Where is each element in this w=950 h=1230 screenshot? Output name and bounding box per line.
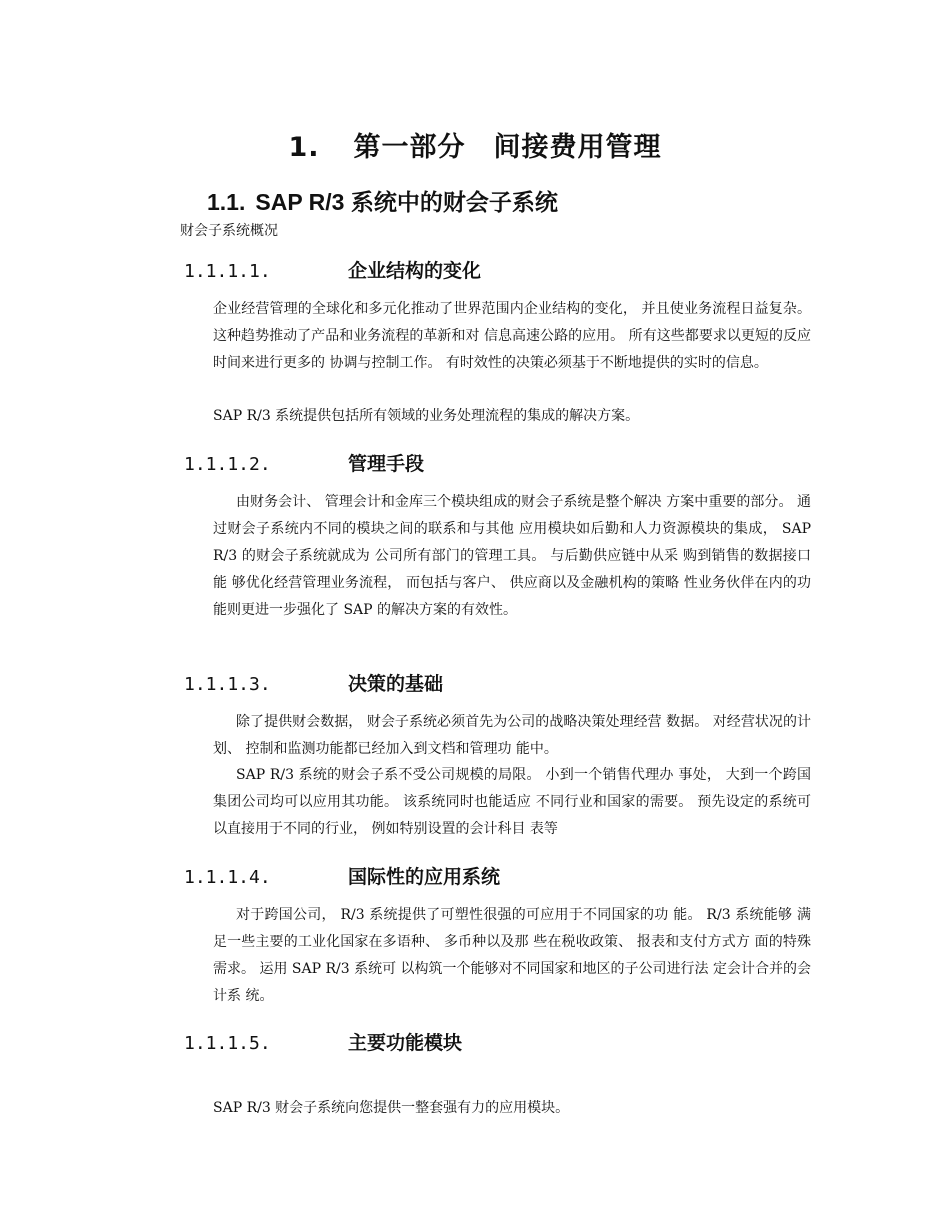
subsection-title: 主要功能模块 xyxy=(348,1032,463,1054)
paragraph: 由财务会计、 管理会计和金库三个模块组成的财会子系统是整个解决 方案中重要的部分。 通过财会子系统内不同的模块之间的联系和与其他 应用模块如后勤和人力资源模块的集成， SAP R/3 的财会子系统就成为 公司所有部门的管理工具。 与后勤供应链中从采 购到销售的数据接口能 够优化经营管理业务流程， 而包括与客户、 供应商以及金融机构的策略 性业务伙伴在内的功能则更进一步强化了 SAP 的解决方案的有效性。 xyxy=(213,494,811,618)
subsection-heading-4 xyxy=(184,863,500,892)
subsection-number: 1.1.1.5. xyxy=(184,1033,271,1054)
subsection-title: 企业结构的变化 xyxy=(348,260,482,282)
paragraph: 对于跨国公司， R/3 系统提供了可塑性很强的可应用于不同国家的功 能。 R/3 系统能够 满足一些主要的工业化国家在多语种、 多币种以及那 些在税收政策、 报表和支付方式方 面的特殊需求。 运用 SAP R/3 系统可 以构筑一个能够对不同国家和地区的子公司进行法 定会计合并的会计系 统。 xyxy=(213,907,811,1004)
subsection-heading-5 xyxy=(184,1029,462,1058)
subsection-title: 国际性的应用系统 xyxy=(348,866,501,888)
subsection-number: 1.1.1.2. xyxy=(184,454,271,475)
subsection-number: 1.1.1.4. xyxy=(184,867,271,888)
chapter-title-text: 第一部分 xyxy=(353,132,466,163)
chapter-title xyxy=(0,128,950,168)
section-number: 1.1. xyxy=(207,189,246,215)
paragraph: SAP R/3 财会子系统向您提供一整套强有力的应用模块。 xyxy=(213,1100,570,1116)
subsection-heading-2 xyxy=(184,450,424,479)
subsection-number: 1.1.1.1. xyxy=(184,261,271,282)
subsection-title: 管理手段 xyxy=(348,453,425,475)
paragraph: SAP R/3 系统提供包括所有领域的业务处理流程的集成的解决方案。 xyxy=(213,408,640,424)
paragraph: 除了提供财会数据， 财会子系统必须首先为公司的战略决策处理经营 数据。 对经营状况的计划、 控制和监测功能都已经加入到文档和管理功 能中。 xyxy=(213,714,811,757)
overview-label: 财会子系统概况 xyxy=(180,223,278,239)
chapter-number: 1. xyxy=(288,132,320,163)
paragraph: 企业经营管理的全球化和多元化推动了世界范围内企业结构的变化， 并且使业务流程日益复杂。 这种趋势推动了产品和业务流程的革新和对 信息高速公路的应用。 所有这些都要求以更短的反应时间来进行更多的 协调与控制工作。 有时效性的决策必须基于不断地提供的实时的信息。 xyxy=(213,301,811,371)
subsection-heading-1 xyxy=(184,257,481,286)
subsection-number: 1.1.1.3. xyxy=(184,674,271,695)
section-title xyxy=(207,185,558,219)
subsection-heading-3 xyxy=(184,670,443,699)
chapter-subtitle: 间接费用管理 xyxy=(493,132,662,163)
subsection-title: 决策的基础 xyxy=(348,673,444,695)
section-title-text: SAP R/3 系统中的财会子系统 xyxy=(255,189,558,215)
paragraph: SAP R/3 系统的财会子系不受公司规模的局限。 小到一个销售代理办 事处， 大到一个跨国集团公司均可以应用其功能。 该系统同时也能适应 不同行业和国家的需要。 预先设定的系统可以直接用于不同的行业， 例如特别设置的会计科目 表等 xyxy=(213,767,811,837)
